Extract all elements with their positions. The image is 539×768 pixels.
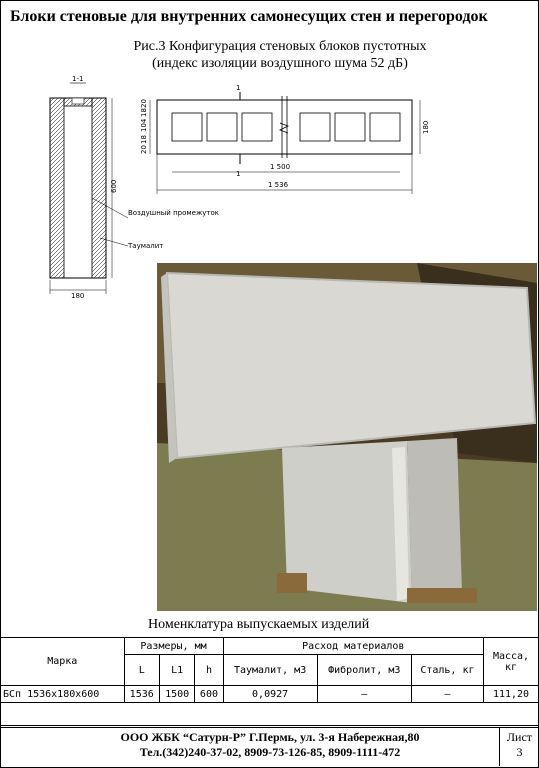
header-sizes: Размеры, мм [124, 638, 223, 655]
header-fibrolit: Фибролит, м3 [317, 655, 411, 686]
cell-taumalit: 0,0927 [223, 686, 317, 703]
table-row [1, 686, 539, 703]
header-mass: Масса, кг [484, 638, 539, 686]
dim-total-length: 1 536 [268, 181, 289, 189]
dim-section-width: 180 [71, 292, 85, 300]
side-dim-2: 18 [140, 108, 148, 117]
figure-caption-line2: (индекс изоляции воздушного шума 52 дБ) [152, 56, 408, 71]
figure-caption-line1: Рис.3 Конфигурация стеновых блоков пустотных [133, 39, 427, 54]
table-caption: Номенклатура выпускаемых изделий [148, 617, 370, 632]
header-L1: L1 [159, 655, 194, 686]
cut-label-bottom: 1 [236, 170, 241, 178]
dim-plan-height: 180 [422, 120, 430, 134]
header-L: L [124, 655, 159, 686]
cut-label-top: 1 [236, 84, 241, 92]
company-line1: ООО ЖБК “Сатурн-Р” Г.Пермь, ул. 3-я Набережная,80 [120, 730, 420, 744]
side-dim-3: 104 [140, 118, 148, 132]
cell-L: 1536 [124, 686, 159, 703]
technical-drawing [0, 68, 539, 300]
table-row-empty [1, 703, 539, 726]
sheet-label: Лист [506, 730, 533, 744]
side-dim-4: 18 [140, 135, 148, 144]
cell-steel: – [411, 686, 483, 703]
cell-mark: БСп 1536х180х600 [1, 686, 125, 703]
header-taumalit: Таумалит, м3 [223, 655, 317, 686]
header-consumption: Расход материалов [223, 638, 483, 655]
company-info [60, 730, 480, 760]
dim-section-height: 600 [110, 179, 118, 193]
dim-inner-length: 1 500 [270, 163, 291, 171]
header-h: h [195, 655, 223, 686]
product-photo [157, 263, 537, 611]
sheet-number: 3 [516, 745, 523, 759]
cell-fibrolit: – [317, 686, 411, 703]
sheet-box [499, 728, 539, 766]
side-dim-1: 20 [140, 99, 148, 108]
products-table [0, 637, 539, 726]
callout-taumalit: Таумалит [128, 242, 164, 250]
header-steel: Сталь, кг [411, 655, 483, 686]
cell-L1: 1500 [159, 686, 194, 703]
cell-mass: 111,20 [484, 686, 539, 703]
callout-air-gap: Воздушный промежуток [128, 209, 219, 217]
figure-caption [80, 38, 480, 72]
company-line2: Тел.(342)240-37-02, 8909-73-126-85, 8909-1111-472 [139, 745, 401, 759]
cell-h: 600 [195, 686, 223, 703]
page-title: Блоки стеновые для внутренних самонесущих стен и перегородок [10, 8, 488, 25]
footer-divider [0, 727, 539, 728]
section-label: 1-1 [72, 75, 84, 83]
side-dim-5: 20 [140, 145, 148, 154]
plan-view [157, 96, 412, 158]
section-view [50, 98, 106, 278]
header-mark: Марка [1, 638, 125, 686]
